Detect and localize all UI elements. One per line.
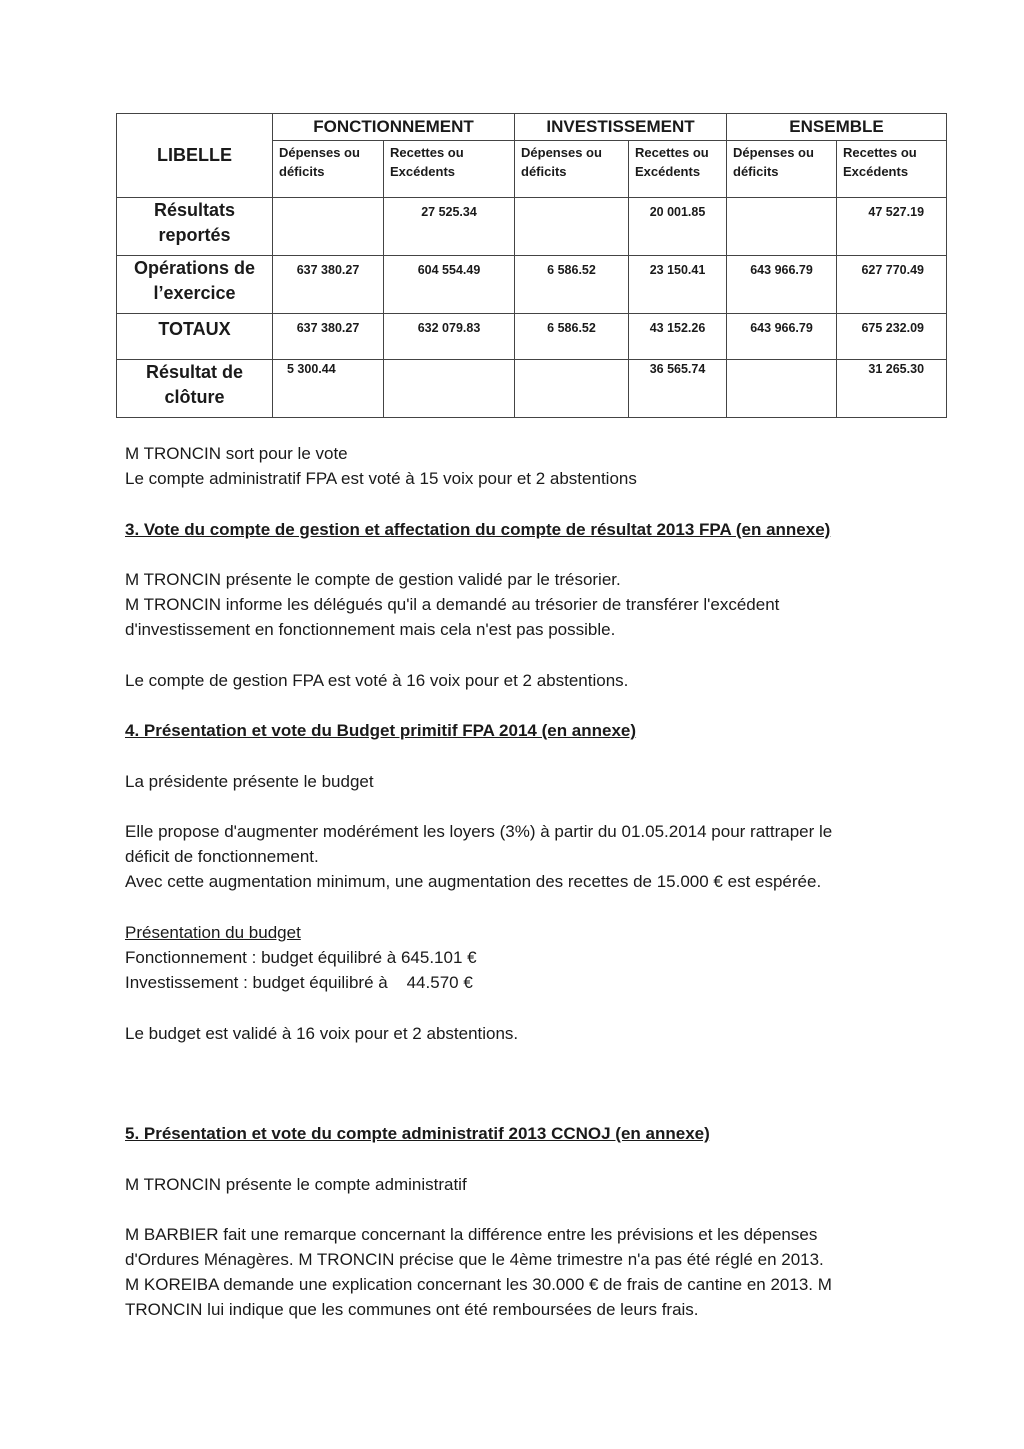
table-cell: 5 300.44 xyxy=(273,360,384,418)
sub-header-cell: Recettes ou Excédents xyxy=(629,141,727,198)
table-cell: 627 770.49 xyxy=(837,256,947,314)
sub-header-cell: Dépenses ou déficits xyxy=(727,141,837,198)
paragraph-line: M TRONCIN présente le compte administratif xyxy=(125,1175,467,1194)
paragraph-line: Fonctionnement : budget équilibré à 645.101 € xyxy=(125,948,477,967)
table-group-header-row xyxy=(117,114,947,141)
paragraph-line: Le compte administratif FPA est voté à 15 voix pour et 2 abstentions xyxy=(125,469,637,488)
results-table xyxy=(116,113,947,418)
table-cell: 643 966.79 xyxy=(727,314,837,360)
row-label: Résultat de clôture xyxy=(117,360,273,418)
table-cell: 6 586.52 xyxy=(515,314,629,360)
table-cell: 637 380.27 xyxy=(273,314,384,360)
table-cell: 43 152.26 xyxy=(629,314,727,360)
row-label: Résultats reportés xyxy=(117,198,273,256)
paragraph-line: Le budget est validé à 16 voix pour et 2 abstentions. xyxy=(125,1024,519,1043)
paragraph-line: Investissement : budget équilibré à 44.570 € xyxy=(125,973,473,992)
table-cell: 23 150.41 xyxy=(629,256,727,314)
table-row xyxy=(117,314,947,360)
sub-header-cell: Dépenses ou déficits xyxy=(515,141,629,198)
paragraph-line: M BARBIER fait une remarque concernant la différence entre les prévisions et les dépenses xyxy=(125,1225,818,1244)
group-header-ensemble: ENSEMBLE xyxy=(727,114,947,141)
sub-header-cell: Recettes ou Excédents xyxy=(384,141,515,198)
paragraph-line: Avec cette augmentation minimum, une augmentation des recettes de 15.000 € est espérée. xyxy=(125,872,822,891)
table-cell: 47 527.19 xyxy=(837,198,947,256)
budget-subheading: Présentation du budget xyxy=(125,923,301,942)
table-cell: 643 966.79 xyxy=(727,256,837,314)
table-cell xyxy=(515,360,629,418)
table-row xyxy=(117,198,947,256)
table-cell: 27 525.34 xyxy=(384,198,515,256)
section-heading-3: 3. Vote du compte de gestion et affectation du compte de résultat 2013 FPA (en annexe) xyxy=(125,520,831,539)
paragraph-line: d'investissement en fonctionnement mais cela n'est pas possible. xyxy=(125,620,616,639)
paragraph-line: M TRONCIN informe les délégués qu'il a demandé au trésorier de transférer l'excédent xyxy=(125,595,780,614)
paragraph-line: M KOREIBA demande une explication concernant les 30.000 € de frais de cantine en 2013. M xyxy=(125,1275,832,1294)
paragraph-line: TRONCIN lui indique que les communes ont été remboursées de leurs frais. xyxy=(125,1300,699,1319)
table-cell: 604 554.49 xyxy=(384,256,515,314)
table-cell: 637 380.27 xyxy=(273,256,384,314)
row-label: TOTAUX xyxy=(117,314,273,360)
table-cell xyxy=(273,198,384,256)
paragraph-line: La présidente présente le budget xyxy=(125,772,374,791)
paragraph-line: Le compte de gestion FPA est voté à 16 voix pour et 2 abstentions. xyxy=(125,671,629,690)
table-cell: 6 586.52 xyxy=(515,256,629,314)
table-cell: 675 232.09 xyxy=(837,314,947,360)
table-cell: 31 265.30 xyxy=(837,360,947,418)
table-cell xyxy=(727,198,837,256)
paragraph-line: déficit de fonctionnement. xyxy=(125,847,319,866)
paragraph-line: M TRONCIN sort pour le vote xyxy=(125,444,348,463)
section-heading-4: 4. Présentation et vote du Budget primitif FPA 2014 (en annexe) xyxy=(125,721,637,740)
table-row xyxy=(117,256,947,314)
table-cell xyxy=(727,360,837,418)
table-cell: 20 001.85 xyxy=(629,198,727,256)
row-label: Opérations de l’exercice xyxy=(117,256,273,314)
table-cell: 36 565.74 xyxy=(629,360,727,418)
libelle-header: LIBELLE xyxy=(117,114,273,198)
table-cell: 632 079.83 xyxy=(384,314,515,360)
paragraph-line: Elle propose d'augmenter modérément les loyers (3%) à partir du 01.05.2014 pour rattraper le xyxy=(125,822,833,841)
group-header-fonctionnement: FONCTIONNEMENT xyxy=(273,114,515,141)
paragraph-line: d'Ordures Ménagères. M TRONCIN précise que le 4ème trimestre n'a pas été réglé en 2013. xyxy=(125,1250,824,1269)
group-header-investissement: INVESTISSEMENT xyxy=(515,114,727,141)
sub-header-cell: Recettes ou Excédents xyxy=(837,141,947,198)
table-row xyxy=(117,360,947,418)
sub-header-cell: Dépenses ou déficits xyxy=(273,141,384,198)
table-cell xyxy=(384,360,515,418)
table-cell xyxy=(515,198,629,256)
paragraph-line: M TRONCIN présente le compte de gestion validé par le trésorier. xyxy=(125,570,621,589)
section-heading-5: 5. Présentation et vote du compte administratif 2013 CCNOJ (en annexe) xyxy=(125,1124,710,1143)
